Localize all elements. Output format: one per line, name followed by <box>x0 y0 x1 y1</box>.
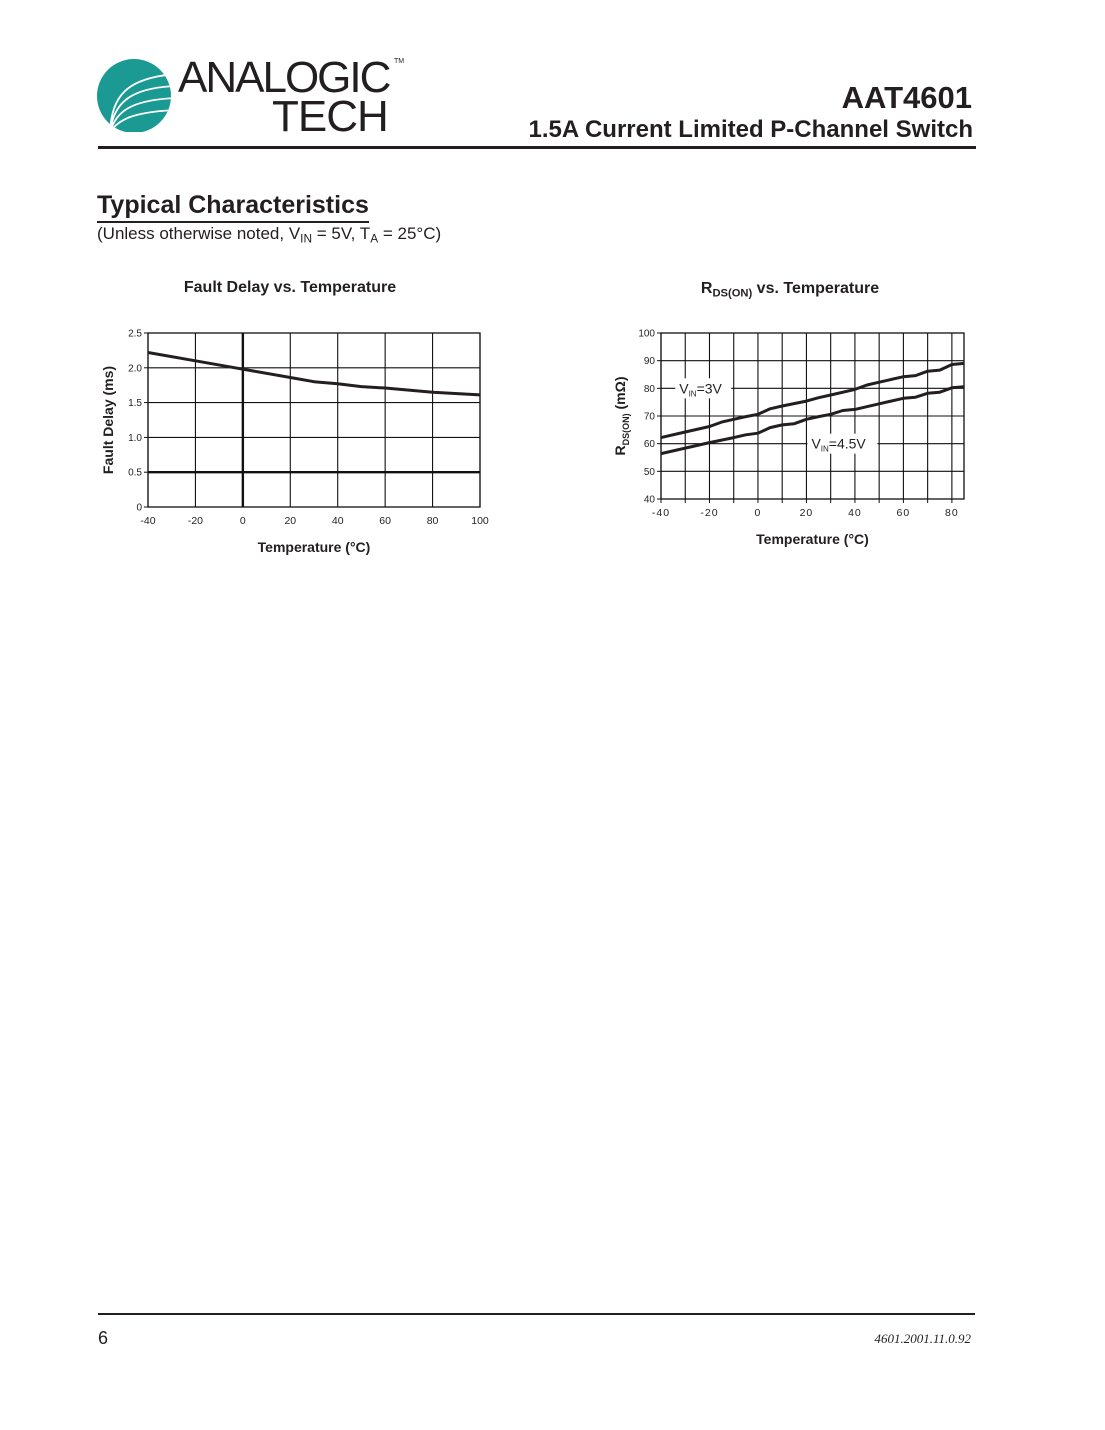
title-text: R <box>700 280 713 297</box>
conditions-subscript: IN <box>300 231 313 246</box>
y-tick-label: 90 <box>643 356 655 368</box>
y-tick-label: 100 <box>638 328 655 340</box>
fault-delay-chart <box>95 320 495 565</box>
y-tick-label: 1.5 <box>128 398 142 410</box>
x-tick-label: 60 <box>379 515 391 527</box>
plot-area <box>128 329 489 528</box>
logo-text-analogic: ANALOGIC <box>178 53 390 102</box>
trademark-symbol: TM <box>394 58 405 65</box>
document-code: 4601.2001.11.0.92 <box>874 1331 971 1346</box>
data-series-line <box>661 363 964 437</box>
plot-area <box>638 329 964 520</box>
x-tick-label: 60 <box>896 507 911 519</box>
x-axis-label: Temperature (°C) <box>756 531 869 547</box>
conditions-text: (Unless otherwise noted, V <box>97 224 301 243</box>
y-tick-label: 60 <box>643 439 655 451</box>
y-tick-label: 0.5 <box>128 467 142 479</box>
y-tick-label: 1.0 <box>128 432 142 444</box>
page-number: 6 <box>98 1328 109 1348</box>
conditions-text: = 25°C) <box>378 224 442 243</box>
logo-wave-icon <box>96 56 178 138</box>
test-conditions <box>97 224 441 246</box>
x-axis-label: Temperature (°C) <box>257 539 371 555</box>
y-tick-label: 0 <box>136 502 142 514</box>
x-tick-label: 20 <box>799 507 814 519</box>
y-axis-label: $R_{DS(ON)}$ (mΩ) <box>612 376 631 456</box>
x-tick-label: -20 <box>187 515 204 527</box>
title-text: vs. Temperature <box>752 280 880 297</box>
y-tick-label: 50 <box>643 466 655 478</box>
x-tick-label: 20 <box>284 515 297 527</box>
plot-frame <box>148 333 480 507</box>
y-tick-label: 40 <box>643 494 655 506</box>
part-number: AAT4601 <box>841 80 972 115</box>
x-tick-label: -40 <box>140 515 156 527</box>
y-tick-label: 2.0 <box>128 363 142 375</box>
x-tick-label: 40 <box>848 507 862 519</box>
chart-title-rdson <box>660 280 920 299</box>
footer-divider <box>98 1313 975 1315</box>
chart-title-fault-delay: Fault Delay vs. Temperature <box>183 279 397 296</box>
series-annotation: $V_{IN}=4.5V$ <box>811 435 866 454</box>
x-tick-label: 0 <box>239 515 246 527</box>
x-tick-label: -40 <box>651 507 671 519</box>
x-tick-label: -20 <box>700 507 719 519</box>
x-tick-label: 80 <box>426 515 439 527</box>
header-divider <box>98 146 976 149</box>
conditions-subscript: A <box>370 231 379 246</box>
x-tick-label: 80 <box>945 507 959 519</box>
title-subscript: DS(ON) <box>712 287 753 300</box>
y-axis-label: Fault Delay (ms) <box>100 365 116 475</box>
y-tick-label: 2.5 <box>128 328 142 340</box>
data-series-line <box>148 353 480 395</box>
x-tick-label: 100 <box>471 515 489 527</box>
y-tick-label: 80 <box>643 383 655 395</box>
x-tick-label: 0 <box>754 507 762 519</box>
section-title: Typical Characteristics <box>97 190 369 223</box>
conditions-text: = 5V, T <box>312 224 371 243</box>
logo-text-tech: TECH <box>272 92 388 141</box>
part-description: 1.5A Current Limited P-Channel Switch <box>528 116 973 143</box>
y-tick-label: 70 <box>643 411 655 423</box>
x-tick-label: 40 <box>331 515 344 527</box>
rdson-chart <box>605 320 985 560</box>
series-annotation: $V_{IN}=3V$ <box>679 380 722 399</box>
